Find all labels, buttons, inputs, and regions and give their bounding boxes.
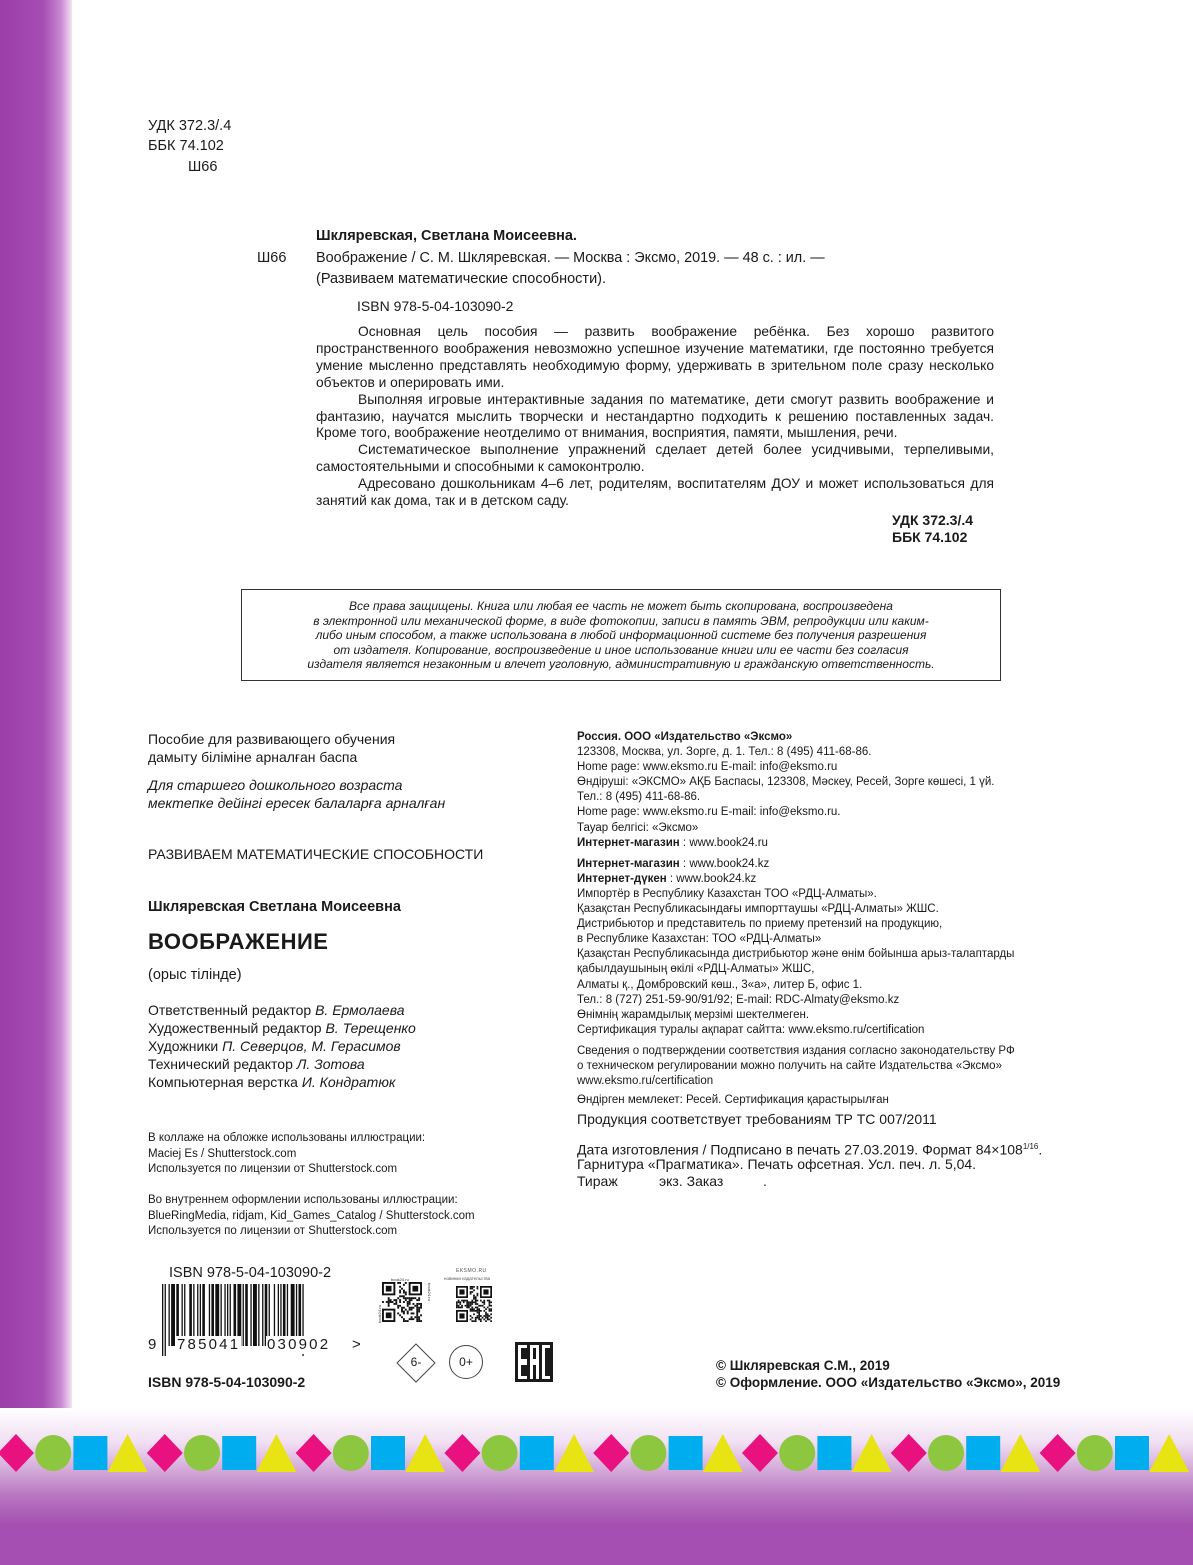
annotation-paragraph: Адресовано дошкольникам 4–6 лет, родителям, воспитателям ДОУ и может использоваться для занятий как дома, так и в детском саду. <box>316 476 994 509</box>
barcode-bar <box>258 1284 259 1346</box>
qr2-caption-top: EKSMO.RU <box>456 1268 487 1274</box>
publisher-line: в Республике Казахстан: ТОО «РДЦ-Алматы» <box>577 933 822 946</box>
square-shape <box>966 1436 1000 1470</box>
rights-line: в электронной или механической форме, в виде фотокопии, записи в память ЭВМ, репродукции или каким- <box>313 613 929 628</box>
bib-author-heading: Шкляревская, Светлана Моисеевна. <box>316 228 577 244</box>
triangle-shape <box>405 1434 445 1472</box>
inner-illustration-credits <box>148 1193 475 1240</box>
order-label: экз. Заказ <box>659 1173 724 1189</box>
circle-shape <box>482 1435 518 1471</box>
square-shape <box>222 1436 256 1470</box>
diamond-shape <box>593 1434 629 1472</box>
credit-line: Художники П. Северцов, М. Герасимов <box>148 1038 401 1054</box>
rights-line: либо иным способом, а также использована в любой информационной системе без получения разрешения <box>315 628 927 643</box>
publisher-line: Тел.: 8 (495) 411-68-86. <box>577 791 701 804</box>
print-info-line1: Дата изготовления / Подписано в печать 27.03.2019. Формат $84\times 108^{1/16}$. <box>577 1141 1043 1158</box>
cover-illustration-credits <box>148 1131 425 1178</box>
publisher-line: Қазақстан Республикасындағы импорттаушы «РДЦ-Алматы» ЖШС. <box>577 903 939 916</box>
barcode-bar <box>245 1284 248 1346</box>
rights-line: Все права защищены. Книга или любая ее часть не может быть скопирована, воспроизведена <box>349 599 893 613</box>
publisher-heading: Россия. ООО «Издательство «Эксмо» <box>577 731 793 743</box>
circle-shape <box>630 1435 666 1471</box>
triangle-shape <box>554 1434 594 1472</box>
triangle-shape <box>256 1434 296 1472</box>
barcode-digits-left: 785041 <box>177 1336 241 1353</box>
triangle-shape <box>1000 1434 1040 1472</box>
origin-line: Өндірген мемлекет: Ресей. Сертификация қарастырылған <box>577 1094 889 1107</box>
rights-line: издателя является незаконным и влечет уголовную, административную и гражданскую ответственность. <box>307 657 935 672</box>
age-0-label: 0+ <box>459 1355 473 1369</box>
credits-list <box>148 1001 416 1091</box>
bib-series-line: (Развиваем математические способности). <box>316 271 607 287</box>
credit-text: BlueRingMedia, ridjam, Kid_Games_Catalog / Shutterstock.com <box>148 1209 475 1222</box>
diamond-shape <box>444 1434 480 1472</box>
circle-shape <box>333 1435 369 1471</box>
publisher-line: Қазақстан Республикасында дистрибьютор және өнім бойынша арыз-талаптарды <box>577 948 1015 961</box>
tirage-label: Тираж <box>577 1173 618 1189</box>
barcode-arrow: > <box>352 1336 361 1353</box>
credit-line: Ответственный редактор В. Ермолаева <box>148 1002 405 1018</box>
qr-code-eksmo <box>456 1286 492 1322</box>
publisher-line: Өндіруші: «ЭКСМО» АҚБ Баспасы, 123308, Мәскеу, Ресей, Зорге көшесі, 1 үй. <box>577 776 995 789</box>
purpose-kz: дамыту біліміне арналған баспа <box>148 749 358 765</box>
order-dot: . <box>763 1173 767 1189</box>
udk-code-right: УДК 372.3/.4 <box>892 512 974 528</box>
annotation-paragraph: Основная цель пособия — развить воображение ребёнка. Без хорошо развитого пространственного воображения невозможно успешное изучение математики, где постоянно требуется умение мысленно представлять необходимую форму, удерживать в зрительном поле сразу несколько объектов и оперировать ими. <box>316 324 994 390</box>
publisher-line: 123308, Москва, ул. Зорге, д. 1. Тел.: 8 (495) 411-68-86. <box>577 746 872 759</box>
decorative-shape-border <box>0 1428 1193 1478</box>
publisher-line: Сведения о подтверждении соответствия издания согласно законодательству РФ <box>577 1044 1015 1057</box>
rights-notice-box <box>241 589 1001 681</box>
qr2-caption-bottom: новинки издательства <box>444 1276 491 1281</box>
publisher-line: Дистрибьютор и представитель по приему претензий на продукцию, <box>577 918 943 931</box>
barcode-digits-right: 030902 <box>267 1336 331 1353</box>
eac-text <box>515 1342 517 1343</box>
credit-line: Художественный редактор В. Терещенко <box>148 1020 416 1036</box>
triangle-shape <box>852 1434 892 1472</box>
purpose-ru: Пособие для развивающего обучения <box>148 731 396 747</box>
rights-line: от издателя. Копирование, воспроизведение и иное использование книги или ее части без согласия <box>333 642 909 657</box>
square-shape <box>520 1436 554 1470</box>
publisher-line: Өнімнің жарамдылық мерзімі шектелмеген. <box>577 1008 810 1021</box>
credit-line: Технический редактор Л. Зотова <box>148 1056 365 1072</box>
age-kz: мектепке дейінгі ересек балаларға арналған <box>148 795 446 811</box>
age-ru: Для старшего дошкольного возраста <box>148 777 403 793</box>
diamond-shape <box>0 1434 34 1472</box>
publisher-line: Сертификация туралы ақпарат сайтта: www.eksmo.ru/certification <box>577 1023 925 1036</box>
qr1-side-caption-right: book24.ru <box>427 1283 432 1301</box>
credit-text: Используется по лицензии от Shutterstock.com <box>148 1163 398 1175</box>
diamond-shape <box>296 1434 332 1472</box>
barcode-isbn-bottom: ISBN 978-5-04-103090-2 <box>148 1374 306 1390</box>
barcode-bar <box>262 1284 263 1346</box>
triangle-shape <box>108 1434 148 1472</box>
bib-title-line: Воображение / С. М. Шкляревская. — Москва : Эксмо, 2019. — 48 с. : ил. — <box>316 250 825 266</box>
square-shape <box>669 1436 703 1470</box>
publisher-line: www.eksmo.ru/certification <box>577 1075 714 1088</box>
circle-shape <box>184 1435 220 1471</box>
book-author: Шкляревская Светлана Моисеевна <box>148 899 401 915</box>
book-language: (орыс тілінде) <box>148 967 242 983</box>
square-shape <box>371 1436 405 1470</box>
publisher-line: қабылдаушының өкілі «РДЦ-Алматы» ЖШС, <box>577 963 815 976</box>
circle-shape <box>928 1435 964 1471</box>
print-info-line2: Гарнитура «Прагматика». Печать офсетная. Усл. печ. л. 5,04. <box>577 1156 977 1172</box>
age-6-label: 6- <box>410 1355 422 1369</box>
publisher-line: Тауар белгісі: «Эксмо» <box>577 821 699 834</box>
annotation-text <box>316 324 994 510</box>
purple-side-band <box>0 0 72 1565</box>
barcode-bar <box>162 1284 163 1356</box>
udk-code: УДК 372.3/.4 <box>148 118 232 134</box>
publisher-info <box>577 730 1015 1108</box>
publisher-line: Тел.: 8 (727) 251-59-90/91/92; E-mail: RDC-Almaty@eksmo.kz <box>577 993 900 1006</box>
circle-shape <box>35 1435 71 1471</box>
publisher-line: Home page: www.eksmo.ru E-mail: info@eksmo.ru <box>577 761 838 774</box>
publisher-line: Интернет-магазин : www.book24.ru <box>577 836 768 849</box>
credit-text: Используется по лицензии от Shutterstock.com <box>148 1225 398 1237</box>
publisher-line: Импортёр в Республику Казахстан ТОО «РДЦ-Алматы». <box>577 887 877 900</box>
triangle-shape <box>1149 1434 1189 1472</box>
series-name: РАЗВИВАЕМ МАТЕМАТИЧЕСКИЕ СПОСОБНОСТИ <box>148 846 484 862</box>
eac-mark-icon <box>515 1342 553 1382</box>
credit-text: Во внутреннем оформлении использованы иллюстрации: <box>148 1194 458 1206</box>
barcode-bar <box>165 1284 166 1356</box>
publisher-line: Интернет-магазин : www.book24.kz <box>577 857 770 870</box>
publisher-line: о техническом регулировании можно получить на сайте Издательства «Эксмо» <box>577 1059 1002 1072</box>
barcode-bar <box>253 1284 257 1346</box>
qr1-caption: book24.ru <box>391 1277 409 1282</box>
triangle-shape <box>703 1434 743 1472</box>
bbk-code: ББК 74.102 <box>148 138 224 154</box>
annotation-paragraph: Выполняя игровые интерактивные задания по математике, дети смогут развить воображение и фантазию, научатся мыслить творчески и нестандартно подходить к решению поставленных задач. Кроме того, воображение неотделимо от внимания, восприятия, памяти, мышления, речи. <box>316 391 994 441</box>
barcode-digit-first: 9 <box>148 1336 157 1353</box>
barcode-isbn-top: ISBN 978-5-04-103090-2 <box>169 1265 332 1281</box>
circle-shape <box>1077 1435 1113 1471</box>
annotation-paragraph: Систематическое выполнение упражнений сделает детей более усидчивыми, терпеливыми, самостоятельными и способными к самоконтролю. <box>316 442 994 475</box>
barcode-bar <box>250 1284 251 1346</box>
copyright-author: © Шкляревская С.М., 2019 <box>716 1358 890 1373</box>
diamond-shape <box>891 1434 927 1472</box>
book-title: ВООБРАЖЕНИЕ <box>148 929 329 954</box>
diamond-shape <box>1040 1434 1076 1472</box>
square-shape <box>817 1436 851 1470</box>
credit-text: В коллаже на обложке использованы иллюстрации: <box>148 1132 426 1144</box>
qr-code-book24 <box>382 1282 422 1322</box>
publisher-line: Алматы қ., Домбровский көш., 3«а», литер Б, офис 1. <box>577 978 863 991</box>
credit-line: Компьютерная верстка И. Кондратюк <box>148 1074 396 1090</box>
barcode-bar <box>243 1284 244 1346</box>
square-shape <box>73 1436 107 1470</box>
diamond-shape <box>147 1434 183 1472</box>
standard-line: Продукция соответствует требованиям ТР ТС 007/2011 <box>577 1111 937 1127</box>
bib-isbn: ISBN 978-5-04-103090-2 <box>357 298 514 314</box>
diamond-shape <box>742 1434 778 1472</box>
square-shape <box>1115 1436 1149 1470</box>
barcode-bar <box>169 1284 170 1346</box>
publisher-line: Интернет-дүкен : www.book24.kz <box>577 872 757 885</box>
qr1-side-caption: book24.ru <box>377 1305 382 1323</box>
barcode-bar <box>171 1284 175 1346</box>
bbk-code-right: ББК 74.102 <box>892 529 968 545</box>
copyright-design: © Оформление. ООО «Издательство «Эксмо», 2019 <box>716 1375 1061 1390</box>
credit-text: Maciej Es / Shutterstock.com <box>148 1147 297 1160</box>
circle-shape <box>779 1435 815 1471</box>
author-sign: Ш66 <box>188 159 218 175</box>
publisher-line: Home page: www.eksmo.ru E-mail: info@eksmo.ru. <box>577 806 841 819</box>
age-0-circle-icon <box>449 1345 483 1379</box>
bib-sign: Ш66 <box>257 250 287 266</box>
